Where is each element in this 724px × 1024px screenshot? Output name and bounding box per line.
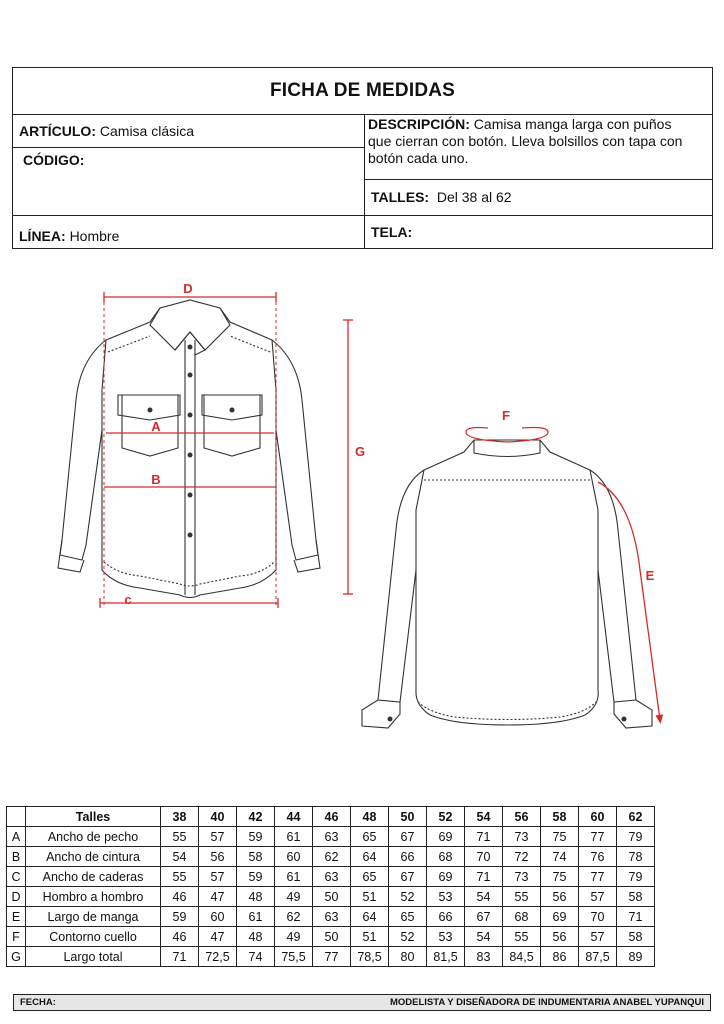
descripcion-line2: que cierran con botón. Lleva bolsillos con tapa con bbox=[368, 133, 683, 149]
measure-value: 68 bbox=[427, 847, 465, 867]
label-d: D bbox=[183, 281, 193, 296]
measure-value: 52 bbox=[389, 927, 427, 947]
row-letter: G bbox=[7, 947, 26, 967]
measure-value: 79 bbox=[617, 867, 655, 887]
header-divider bbox=[364, 114, 365, 249]
measure-value: 56 bbox=[199, 847, 237, 867]
measure-value: 75 bbox=[541, 867, 579, 887]
measure-value: 61 bbox=[237, 907, 275, 927]
designer-credit: MODELISTA Y DISEÑADORA DE INDUMENTARIA ANABEL YUPANQUI bbox=[389, 997, 704, 1008]
measure-value: 60 bbox=[199, 907, 237, 927]
measure-value: 71 bbox=[161, 947, 199, 967]
measure-value: 73 bbox=[503, 827, 541, 847]
measure-value: 50 bbox=[313, 887, 351, 907]
measure-value: 83 bbox=[465, 947, 503, 967]
measure-value: 54 bbox=[465, 887, 503, 907]
measure-value: 53 bbox=[427, 887, 465, 907]
table-row bbox=[7, 867, 655, 887]
articulo-value: Camisa clásica bbox=[99, 123, 195, 139]
measure-value: 77 bbox=[313, 947, 351, 967]
row-letter: E bbox=[7, 907, 26, 927]
measure-value: 77 bbox=[579, 867, 617, 887]
row-measure-name: Ancho de caderas bbox=[26, 867, 161, 887]
footer-bar bbox=[13, 994, 711, 1011]
measure-value: 66 bbox=[427, 907, 465, 927]
measure-value: 67 bbox=[389, 867, 427, 887]
size-header: 44 bbox=[275, 807, 313, 827]
measure-value: 57 bbox=[579, 927, 617, 947]
measure-value: 61 bbox=[275, 827, 313, 847]
size-header: 38 bbox=[161, 807, 199, 827]
measure-value: 71 bbox=[465, 827, 503, 847]
measure-value: 55 bbox=[503, 887, 541, 907]
table-row bbox=[7, 927, 655, 947]
label-c: c bbox=[124, 592, 132, 607]
measure-value: 64 bbox=[351, 907, 389, 927]
measure-value: 53 bbox=[427, 927, 465, 947]
measure-value: 58 bbox=[237, 847, 275, 867]
measure-value: 47 bbox=[199, 887, 237, 907]
header-divider bbox=[364, 215, 713, 216]
label-f: F bbox=[502, 408, 510, 423]
measurements-table bbox=[6, 806, 655, 967]
measure-value: 57 bbox=[199, 827, 237, 847]
measure-value: 48 bbox=[237, 927, 275, 947]
measure-value: 67 bbox=[465, 907, 503, 927]
descripcion-field bbox=[368, 116, 712, 167]
measure-value: 48 bbox=[237, 887, 275, 907]
size-header: 50 bbox=[389, 807, 427, 827]
table-header-row bbox=[7, 807, 655, 827]
measure-value: 61 bbox=[275, 867, 313, 887]
measure-value: 84,5 bbox=[503, 947, 541, 967]
descripcion-line1: Camisa manga larga con puños bbox=[473, 116, 672, 132]
measure-value: 70 bbox=[465, 847, 503, 867]
row-measure-name: Hombro a hombro bbox=[26, 887, 161, 907]
size-header: 48 bbox=[351, 807, 389, 827]
front-shirt-icon bbox=[58, 300, 320, 598]
measure-value: 55 bbox=[161, 867, 199, 887]
articulo-label: ARTÍCULO: bbox=[19, 123, 96, 139]
measure-value: 77 bbox=[579, 827, 617, 847]
header-divider bbox=[13, 215, 364, 216]
row-letter: A bbox=[7, 827, 26, 847]
descripcion-label: DESCRIPCIÓN: bbox=[368, 116, 470, 132]
articulo-field bbox=[19, 123, 194, 140]
measure-value: 79 bbox=[617, 827, 655, 847]
measure-value: 75,5 bbox=[275, 947, 313, 967]
measure-value: 62 bbox=[275, 907, 313, 927]
measure-value: 63 bbox=[313, 867, 351, 887]
measure-value: 72 bbox=[503, 847, 541, 867]
measure-value: 63 bbox=[313, 907, 351, 927]
talles-field bbox=[371, 189, 512, 206]
measure-value: 78 bbox=[617, 847, 655, 867]
measure-value: 80 bbox=[389, 947, 427, 967]
measure-value: 76 bbox=[579, 847, 617, 867]
measure-value: 46 bbox=[161, 927, 199, 947]
measure-value: 74 bbox=[237, 947, 275, 967]
measure-value: 71 bbox=[465, 867, 503, 887]
table-row bbox=[7, 847, 655, 867]
descripcion-line3: botón cada uno. bbox=[368, 150, 469, 166]
size-header: 58 bbox=[541, 807, 579, 827]
row-letter: F bbox=[7, 927, 26, 947]
tela-field bbox=[371, 224, 412, 241]
measure-value: 65 bbox=[389, 907, 427, 927]
measure-value: 75 bbox=[541, 827, 579, 847]
label-b: B bbox=[151, 472, 161, 487]
measure-value: 57 bbox=[579, 887, 617, 907]
measure-value: 66 bbox=[389, 847, 427, 867]
label-g: G bbox=[354, 444, 366, 459]
sheet-title: FICHA DE MEDIDAS bbox=[13, 68, 712, 115]
measure-value: 69 bbox=[427, 827, 465, 847]
measure-value: 55 bbox=[161, 827, 199, 847]
measure-value: 54 bbox=[161, 847, 199, 867]
measure-value: 59 bbox=[161, 907, 199, 927]
measure-value: 74 bbox=[541, 847, 579, 867]
measure-value: 49 bbox=[275, 887, 313, 907]
measure-value: 47 bbox=[199, 927, 237, 947]
row-measure-name: Contorno cuello bbox=[26, 927, 161, 947]
table-row bbox=[7, 907, 655, 927]
measure-value: 51 bbox=[351, 927, 389, 947]
measure-value: 57 bbox=[199, 867, 237, 887]
measure-value: 87,5 bbox=[579, 947, 617, 967]
talles-value: Del 38 al 62 bbox=[436, 189, 512, 205]
measure-value: 58 bbox=[617, 887, 655, 907]
linea-value: Hombre bbox=[69, 228, 120, 244]
measure-value: 69 bbox=[427, 867, 465, 887]
size-header: 60 bbox=[579, 807, 617, 827]
measure-value: 55 bbox=[503, 927, 541, 947]
spec-header bbox=[12, 67, 713, 249]
codigo-label: CÓDIGO: bbox=[23, 152, 85, 168]
measure-value: 89 bbox=[617, 947, 655, 967]
measure-value: 64 bbox=[351, 847, 389, 867]
measure-value: 65 bbox=[351, 827, 389, 847]
table-row bbox=[7, 827, 655, 847]
row-measure-name: Largo de manga bbox=[26, 907, 161, 927]
measure-value: 70 bbox=[579, 907, 617, 927]
codigo-field bbox=[23, 152, 84, 169]
talles-header: Talles bbox=[26, 807, 161, 827]
measure-value: 73 bbox=[503, 867, 541, 887]
back-shirt-icon bbox=[362, 440, 652, 728]
measure-value: 86 bbox=[541, 947, 579, 967]
measure-value: 67 bbox=[389, 827, 427, 847]
fecha-label: FECHA: bbox=[20, 997, 56, 1008]
row-letter: B bbox=[7, 847, 26, 867]
measure-lines bbox=[100, 292, 353, 608]
linea-field bbox=[19, 228, 119, 245]
measure-value: 54 bbox=[465, 927, 503, 947]
measure-value: 72,5 bbox=[199, 947, 237, 967]
measure-value: 68 bbox=[503, 907, 541, 927]
label-a: A bbox=[151, 419, 161, 434]
size-header: 52 bbox=[427, 807, 465, 827]
row-measure-name: Ancho de pecho bbox=[26, 827, 161, 847]
tela-label: TELA: bbox=[371, 224, 413, 240]
measure-value: 56 bbox=[541, 927, 579, 947]
measure-value: 63 bbox=[313, 827, 351, 847]
header-divider bbox=[364, 179, 713, 180]
label-e: E bbox=[645, 568, 655, 583]
measure-value: 58 bbox=[617, 927, 655, 947]
front-buttons bbox=[148, 345, 235, 538]
row-letter: D bbox=[7, 887, 26, 907]
measure-value: 62 bbox=[313, 847, 351, 867]
measure-value: 60 bbox=[275, 847, 313, 867]
measure-value: 65 bbox=[351, 867, 389, 887]
measure-lines-back bbox=[466, 428, 660, 721]
header-divider bbox=[13, 147, 364, 148]
size-header: 40 bbox=[199, 807, 237, 827]
table-row bbox=[7, 947, 655, 967]
size-header: 46 bbox=[313, 807, 351, 827]
measure-value: 81,5 bbox=[427, 947, 465, 967]
row-measure-name: Ancho de cintura bbox=[26, 847, 161, 867]
table-row bbox=[7, 887, 655, 907]
linea-label: LÍNEA: bbox=[19, 228, 66, 244]
size-header: 56 bbox=[503, 807, 541, 827]
size-header: 42 bbox=[237, 807, 275, 827]
shirt-technical-drawing bbox=[0, 270, 724, 790]
measure-value: 59 bbox=[237, 827, 275, 847]
measure-value: 59 bbox=[237, 867, 275, 887]
size-header: 62 bbox=[617, 807, 655, 827]
size-header: 54 bbox=[465, 807, 503, 827]
measure-value: 49 bbox=[275, 927, 313, 947]
talles-label: TALLES: bbox=[371, 189, 430, 205]
row-letter: C bbox=[7, 867, 26, 887]
measure-value: 78,5 bbox=[351, 947, 389, 967]
measure-value: 46 bbox=[161, 887, 199, 907]
measure-value: 50 bbox=[313, 927, 351, 947]
measure-value: 52 bbox=[389, 887, 427, 907]
measure-value: 56 bbox=[541, 887, 579, 907]
row-measure-name: Largo total bbox=[26, 947, 161, 967]
measure-value: 51 bbox=[351, 887, 389, 907]
table-corner bbox=[7, 807, 26, 827]
measure-value: 71 bbox=[617, 907, 655, 927]
measure-value: 69 bbox=[541, 907, 579, 927]
